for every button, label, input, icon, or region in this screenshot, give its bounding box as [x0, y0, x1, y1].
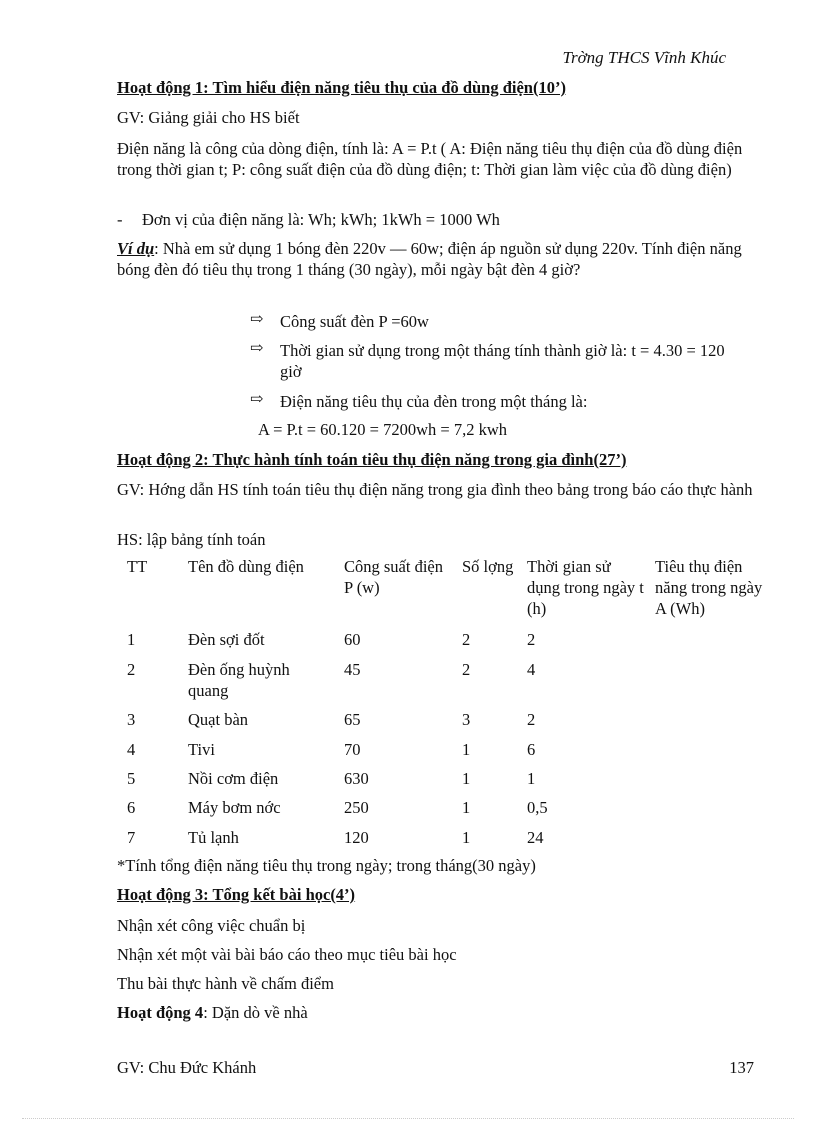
table-cell: 2	[527, 630, 536, 649]
bullet-1-text: Công suất đèn P =60w	[280, 312, 429, 331]
table-cell: 120	[344, 828, 369, 847]
unit-line: Đơn vị của điện năng là: Wh; kWh; 1kWh = 1000 Wh	[142, 210, 500, 229]
table-cell	[655, 768, 775, 797]
arrow-right-icon: ⇨	[250, 391, 264, 408]
activity-2-gv: GV: Hớng dẫn HS tính toán tiêu thụ điện năng trong gia đình theo bảng trong báo cáo thực hành	[117, 480, 753, 499]
table-cell: 4	[127, 740, 136, 759]
header-cell: Tiêu thụ điện năng trong ngày A (Wh)	[655, 557, 763, 618]
table-cell: Tivi	[188, 740, 215, 759]
table-cell: 6	[527, 740, 536, 759]
table-row	[117, 797, 775, 827]
table-cell: 250	[344, 798, 369, 817]
table-cell: 2	[462, 630, 471, 649]
table-row	[117, 659, 775, 709]
example-paragraph	[117, 238, 757, 280]
table-cell: 3	[462, 710, 471, 729]
activity-3-line-2: Nhận xét một vài bài báo cáo theo mục tiêu bài học	[117, 945, 457, 964]
table-row	[117, 709, 775, 739]
activity-3-title: Hoạt động 3: Tổng kết bài học(4’)	[117, 885, 356, 904]
bullet-3-text: Điện năng tiêu thụ của đèn trong một tháng là:	[280, 392, 588, 411]
table-cell: 4	[527, 660, 536, 679]
activity-1-gv: GV: Giảng giải cho HS biết	[117, 108, 300, 127]
table-cell: 65	[344, 710, 361, 729]
header-cell: Tên đồ dùng điện	[188, 557, 304, 576]
table-cell: 1	[462, 769, 471, 788]
table-cell: 5	[127, 769, 136, 788]
table-cell	[655, 827, 775, 853]
table-cell: Tủ lạnh	[188, 828, 239, 847]
header-cell: TT	[127, 557, 148, 576]
activity-3-line-1: Nhận xét công việc chuẩn bị	[117, 916, 306, 935]
example-label: Ví dụ	[117, 239, 155, 258]
table-cell: 60	[344, 630, 361, 649]
table-cell: 24	[527, 828, 544, 847]
activity-2-hs: HS: lập bảng tính toán	[117, 530, 266, 549]
activity-1-paragraph: Điện năng là công của dòng điện, tính là: A = P.t ( A: Điện năng tiêu thụ điện của đồ dùng điện trong thời gian t; P: công suất điện của đồ dùng điện; t: Thời gian làm việc của đồ dùng điện)	[117, 139, 743, 179]
table-cell	[655, 797, 775, 827]
page-number: 137	[729, 1058, 754, 1077]
header-cell: Số lợng	[462, 557, 514, 576]
table-cell: Nồi cơm điện	[188, 769, 279, 788]
activity-1-title: Hoạt động 1: Tìm hiểu điện năng tiêu thụ của đồ dùng điện(10’)	[117, 78, 566, 97]
table-cell: 1	[462, 798, 471, 817]
table-cell: 1	[527, 769, 536, 788]
unit-dash: -	[117, 210, 123, 229]
table-cell: 2	[462, 660, 471, 679]
consumption-table	[117, 556, 775, 853]
table-cell	[655, 659, 775, 709]
table-cell: 2	[127, 660, 136, 679]
activity-4-label: Hoạt động 4	[117, 1003, 204, 1022]
header-cell: Thời gian sử dụng trong ngày t (h)	[527, 557, 644, 618]
table-cell: Quạt bàn	[188, 710, 249, 729]
footer-teacher: GV: Chu Đức Khánh	[117, 1058, 257, 1077]
table-header-row	[117, 556, 775, 629]
table-cell: 2	[527, 710, 536, 729]
bullet-2-text: Thời gian sử dụng trong một tháng tính thành giờ là: t = 4.30 = 120 giờ	[280, 341, 725, 381]
table-cell: 7	[127, 828, 136, 847]
activity-2-title: Hoạt động 2: Thực hành tính toán tiêu thụ điện năng trong gia đình(27’)	[117, 450, 627, 469]
activity-4-text: : Dặn dò về nhà	[203, 1003, 308, 1022]
table-row	[117, 827, 775, 853]
table-row	[117, 629, 775, 659]
table-note: *Tính tổng điện năng tiêu thụ trong ngày; trong tháng(30 ngày)	[117, 856, 536, 875]
table-cell	[655, 739, 775, 768]
table-cell: 70	[344, 740, 361, 759]
activity-4	[117, 1003, 308, 1023]
table-cell	[655, 709, 775, 739]
arrow-right-icon: ⇨	[250, 340, 264, 357]
school-header: Trờng THCS Vĩnh Khúc	[562, 48, 726, 67]
table-row	[117, 768, 775, 797]
table-cell: Đèn ống huỳnh quang	[188, 660, 290, 700]
table-cell: Máy bơm nớc	[188, 798, 281, 817]
arrow-right-icon: ⇨	[250, 311, 264, 328]
table-cell: 0,5	[527, 798, 548, 817]
table-cell: 1	[127, 630, 136, 649]
table-cell: 630	[344, 769, 369, 788]
example-text: : Nhà em sử dụng 1 bóng đèn 220v — 60w; điện áp nguồn sử dụng 220v. Tính điện năng bóng đèn đó tiêu thụ trong 1 tháng (30 ngày), mỗi ngày bật đèn 4 giờ?	[117, 239, 742, 279]
page-bottom-divider	[22, 1118, 794, 1119]
table-cell: 45	[344, 660, 361, 679]
table-cell: 1	[462, 740, 471, 759]
table-cell: 6	[127, 798, 136, 817]
table-cell: Đèn sợi đốt	[188, 630, 265, 649]
table-cell: 3	[127, 710, 136, 729]
header-cell: Công suất điện P (w)	[344, 557, 443, 597]
activity-3-line-3: Thu bài thực hành về chấm điểm	[117, 974, 334, 993]
table-cell	[655, 629, 775, 659]
formula: A = P.t = 60.120 = 7200wh = 7,2 kwh	[258, 420, 507, 439]
table-row	[117, 739, 775, 768]
table-cell: 1	[462, 828, 471, 847]
